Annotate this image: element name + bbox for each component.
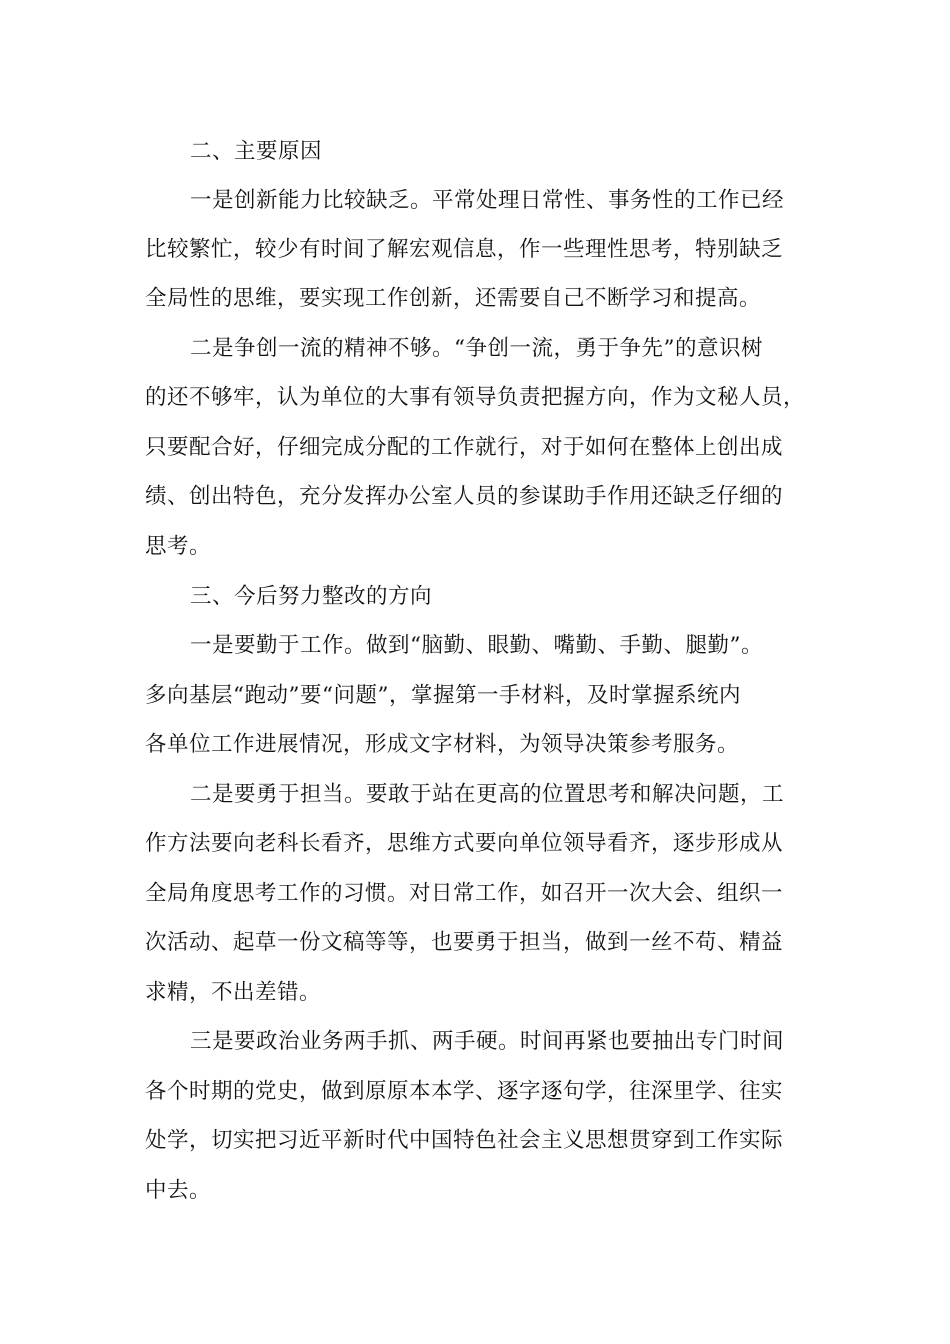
paragraph-line: 二是争创一流的精神不够。“争创一流，勇于争先”的意识树 — [190, 336, 763, 361]
paragraph-line: 思考。 — [145, 534, 212, 559]
paragraph-line: 作方法要向老科长看齐，思维方式要向单位领导看齐，逐步形成从 — [145, 831, 784, 856]
paragraph-line: 处学，切实把习近平新时代中国特色社会主义思想贯穿到工作实际 — [145, 1128, 784, 1153]
paragraph-line: 中去。 — [145, 1178, 212, 1203]
paragraph-line: 多向基层“跑动”要“问题”，掌握第一手材料，及时掌握系统内 — [145, 683, 741, 708]
paragraph-line: 各单位工作进展情况，形成文字材料，为领导决策参考服务。 — [145, 732, 740, 757]
section-heading-main-reasons: 二、主要原因 — [190, 139, 323, 164]
paragraph-line: 一是创新能力比较缺乏。平常处理日常性、事务性的工作已经 — [190, 188, 785, 213]
section-heading-rectification: 三、今后努力整改的方向 — [190, 584, 433, 609]
paragraph-line: 比较繁忙，较少有时间了解宏观信息，作一些理性思考，特别缺乏 — [145, 237, 784, 262]
paragraph-line: 绩、创出特色，充分发挥办公室人员的参谋助手作用还缺乏仔细的 — [145, 484, 784, 509]
paragraph-line: 各个时期的党史，做到原原本本学、逐字逐句学，往深里学、往实 — [145, 1079, 784, 1104]
paragraph-line: 全局性的思维，要实现工作创新，还需要自己不断学习和提高。 — [145, 286, 762, 311]
paragraph-line: 一是要勤于工作。做到“脑勤、眼勤、嘴勤、手勤、腿勤”。 — [190, 633, 763, 658]
paragraph-line: 求精，不出差错。 — [145, 980, 322, 1005]
paragraph-line: 次活动、起草一份文稿等等，也要勇于担当，做到一丝不苟、精益 — [145, 930, 784, 955]
paragraph-line: 的还不够牢，认为单位的大事有领导负责把握方向，作为文秘人员， — [145, 385, 806, 410]
paragraph-line: 二是要勇于担当。要敢于站在更高的位置思考和解决问题，工 — [190, 782, 785, 807]
paragraph-line: 全局角度思考工作的习惯。对日常工作，如召开一次大会、组织一 — [145, 881, 784, 906]
paragraph-line: 三是要政治业务两手抓、两手硬。时间再紧也要抽出专门时间 — [190, 1029, 785, 1054]
paragraph-line: 只要配合好，仔细完成分配的工作就行，对于如何在整体上创出成 — [145, 435, 784, 460]
